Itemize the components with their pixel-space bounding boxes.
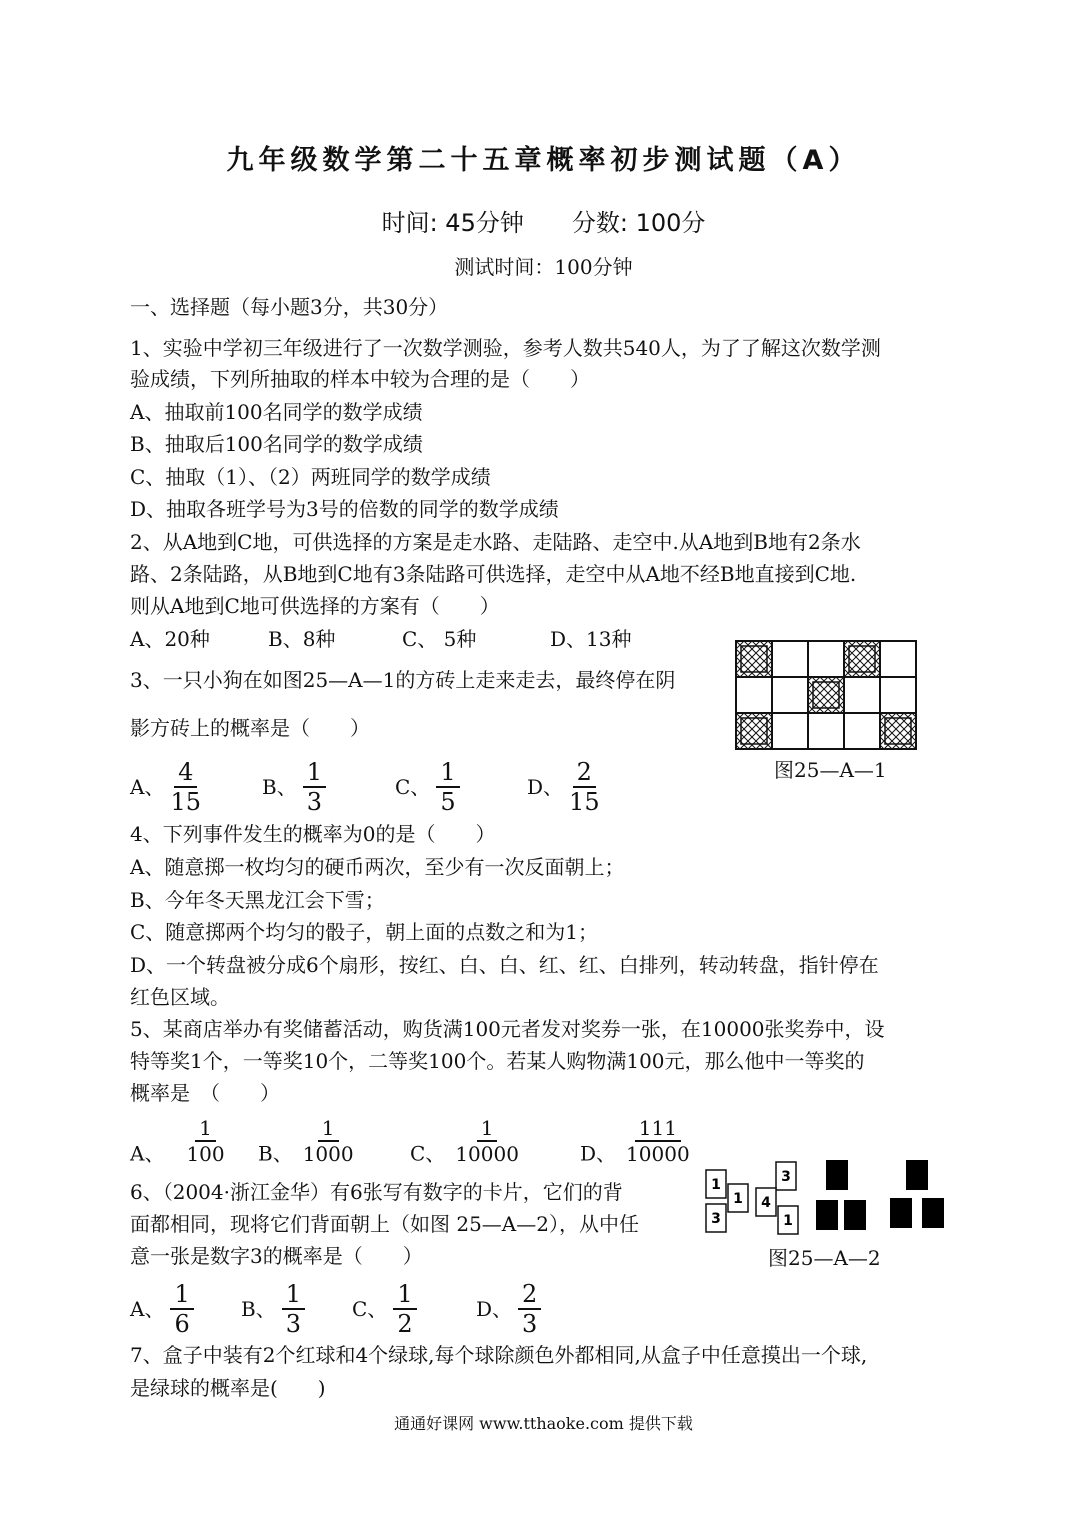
face-down-card <box>922 1198 944 1228</box>
footer-credit: 通通好课网 www.tthaoke.com 提供下载 <box>394 1414 693 1433</box>
q1-option-d: D、抽取各班学号为3号的倍数的同学的数学成绩 <box>130 497 559 521</box>
q5-stem-line2: 特等奖1个，一等奖10个，二等奖100个。若某人购物满100元，那么他中一等奖的 <box>130 1049 865 1073</box>
q6-stem-line3: 意一张是数字3的概率是（ ） <box>130 1244 423 1268</box>
q4-option-d-line2: 红色区域。 <box>130 985 230 1009</box>
fraction-numerator: 1 <box>477 1116 498 1142</box>
fraction-numerator: 1 <box>170 1280 193 1310</box>
section-heading: 一、选择题（每小题3分，共30分） <box>130 295 449 319</box>
q3-option-d: D、 $\frac{2}{15}$ <box>527 758 600 816</box>
page-title: 九年级数学第二十五章概率初步测试题（A） <box>226 145 861 176</box>
q2-stem-line2: 路、2条陆路，从B地到C地有3条陆路可供选择，走空中从A地不经B地直接到C地. <box>130 562 857 586</box>
test-time: 测试时间：100分钟 <box>454 255 633 279</box>
fraction-numerator: 1 <box>303 758 326 788</box>
tile-grid-figure <box>736 641 916 749</box>
q6-stem-line1: 6、（2004·浙江金华）有6张写有数字的卡片，它们的背 <box>130 1180 623 1204</box>
fraction-numerator: 1 <box>393 1280 416 1310</box>
total-score: 分数: 100分 <box>571 209 706 237</box>
face-down-card <box>906 1160 928 1190</box>
face-down-card <box>890 1198 912 1228</box>
face-down-card <box>826 1160 848 1190</box>
fraction-numerator: 4 <box>174 758 197 788</box>
q4-stem: 4、下列事件发生的概率为0的是（ ） <box>130 822 496 846</box>
card-number: 1 <box>783 1213 793 1229</box>
q6-option-b: B、 $\frac{1}{3}$ <box>241 1280 305 1338</box>
q2-option-d: D、13种 <box>550 627 632 651</box>
fraction-denominator: 3 <box>285 1310 301 1338</box>
plain-tile <box>844 713 880 749</box>
fraction-denominator: 15 <box>569 788 600 816</box>
q6-option-d: D、 $\frac{2}{3}$ <box>476 1280 541 1338</box>
card-number: 3 <box>711 1211 721 1227</box>
fraction-numerator: 1 <box>436 758 459 788</box>
figure-caption-25-a-1: 图25—A—1 <box>774 758 887 782</box>
figure-caption-25-a-2: 图25—A—2 <box>768 1246 881 1270</box>
q6-option-c: C、 $\frac{1}{2}$ <box>352 1280 417 1338</box>
fraction-numerator: 111 <box>635 1116 681 1142</box>
plain-tile <box>772 641 808 677</box>
card-number: 1 <box>711 1177 721 1193</box>
q5-option-b: B、 $\frac{1}{1000}$ <box>258 1116 354 1166</box>
q5-option-d: D、 $\frac{111}{10000}$ <box>580 1116 690 1166</box>
face-up-cards <box>706 1162 798 1234</box>
q5-stem-line3: 概率是 （ ） <box>130 1081 280 1105</box>
q1-stem-line2: 验成绩，下列所抽取的样本中较为合理的是（ ） <box>130 367 590 391</box>
fraction-denominator: 10000 <box>455 1142 519 1166</box>
fraction-numerator: 1 <box>318 1116 339 1142</box>
plain-tile <box>880 677 916 713</box>
q1-stem-line1: 1、实验中学初三年级进行了一次数学测验，参考人数共540人，为了了解这次数学测 <box>130 336 881 360</box>
fraction-denominator: 5 <box>440 788 456 816</box>
q1-option-a: A、抽取前100名同学的数学成绩 <box>130 400 423 424</box>
fraction-denominator: 6 <box>174 1310 190 1338</box>
q4-option-b: B、今年冬天黑龙江会下雪； <box>130 888 385 912</box>
fraction-denominator: 100 <box>186 1142 225 1166</box>
fraction-denominator: 3 <box>522 1310 538 1338</box>
q1-option-b: B、抽取后100名同学的数学成绩 <box>130 432 423 456</box>
q4-option-d-line1: D、一个转盘被分成6个扇形，按红、白、白、红、红、白排列，转动转盘，指针停在 <box>130 953 879 977</box>
q3-option-a: A、 $\frac{4}{15}$ <box>130 758 201 816</box>
q4-option-c: C、随意掷两个均匀的骰子，朝上面的点数之和为1； <box>130 920 599 944</box>
q3-option-c: C、 $\frac{1}{5}$ <box>395 758 460 816</box>
card-number: 1 <box>733 1191 743 1207</box>
face-down-card <box>816 1200 838 1230</box>
face-down-cards <box>816 1160 944 1230</box>
q7-stem-line1: 7、盒子中装有2个红球和4个绿球,每个球除颜色外都相同,从盒子中任意摸出一个球, <box>130 1343 868 1367</box>
plain-tile <box>808 641 844 677</box>
time-limit: 时间: 45分钟 <box>381 209 524 237</box>
q5-option-a: A、 $\frac{1}{100}$ <box>130 1116 225 1166</box>
q3-stem-line2: 影方砖上的概率是（ ） <box>130 716 370 740</box>
q7-stem-line2: 是绿球的概率是( ) <box>130 1376 326 1400</box>
cards-figure <box>700 1158 950 1240</box>
q2-option-a: A、20种 <box>130 627 210 651</box>
q2-option-c: C、 5种 <box>402 627 477 651</box>
fraction-denominator: 2 <box>397 1310 413 1338</box>
q4-option-a: A、随意掷一枚均匀的硬币两次，至少有一次反面朝上； <box>130 855 625 879</box>
q2-stem-line1: 2、从A地到C地，可供选择的方案是走水路、走陆路、走空中.从A地到B地有2条水 <box>130 530 861 554</box>
card-number: 3 <box>781 1169 791 1185</box>
q6-option-a: A、 $\frac{1}{6}$ <box>130 1280 194 1338</box>
exam-info <box>0 203 1087 238</box>
fraction-denominator: 1000 <box>302 1142 354 1166</box>
fraction-numerator: 2 <box>573 758 596 788</box>
q5-stem-line1: 5、某商店举办有奖储蓄活动，购货满100元者发对奖券一张，在10000张奖券中，设 <box>130 1017 885 1041</box>
q3-stem-line1: 3、一只小狗在如图25—A—1的方砖上走来走去，最终停在阴 <box>130 668 676 692</box>
face-down-card <box>844 1200 866 1230</box>
q1-option-c: C、抽取（1）、（2）两班同学的数学成绩 <box>130 465 491 489</box>
q2-stem-line3: 则从A地到C地可供选择的方案有（ ） <box>130 594 500 618</box>
q6-stem-line2: 面都相同，现将它们背面朝上（如图 25—A—2），从中任 <box>130 1212 639 1236</box>
fraction-denominator: 15 <box>170 788 201 816</box>
fraction-numerator: 1 <box>282 1280 305 1310</box>
fraction-numerator: 2 <box>518 1280 541 1310</box>
fraction-numerator: 1 <box>195 1116 216 1142</box>
plain-tile <box>772 677 808 713</box>
q3-option-b: B、 $\frac{1}{3}$ <box>262 758 326 816</box>
card-number: 4 <box>761 1195 771 1211</box>
plain-tile <box>808 713 844 749</box>
plain-tile <box>772 713 808 749</box>
plain-tile <box>844 677 880 713</box>
q5-option-c: C、 $\frac{1}{10000}$ <box>410 1116 519 1166</box>
plain-tile <box>880 641 916 677</box>
plain-tile <box>736 677 772 713</box>
q2-option-b: B、8种 <box>268 627 336 651</box>
fraction-denominator: 10000 <box>626 1142 690 1166</box>
fraction-denominator: 3 <box>306 788 322 816</box>
